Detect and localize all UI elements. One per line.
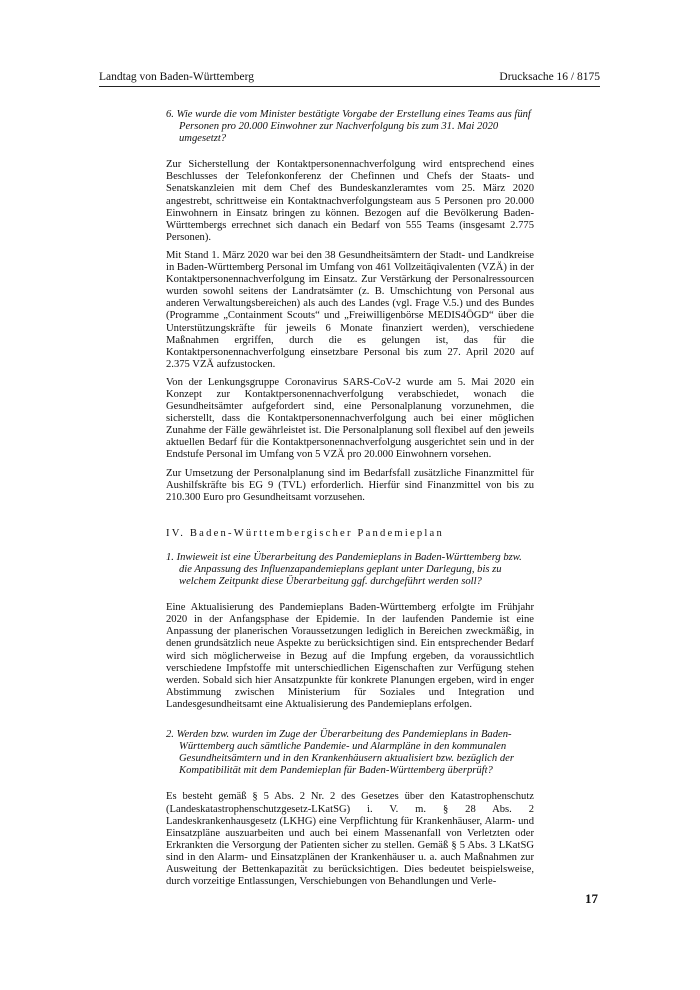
answer-6-paragraph-4: Zur Umsetzung der Personalplanung sind im Bedarfsfall zusätzliche Finanzmittel für Aushilfskräfte bis EG 9 (TVL) erforderlich. Hierfür sind Finanzmittel von bis zu 210.300 Euro pro Gesundheitsamt vorzusehen. [166, 467, 534, 503]
page-header [99, 70, 600, 87]
question-2: 2. Werden bzw. wurden im Zuge der Überarbeitung des Pandemieplans in Baden-Württemberg auch sämtliche Pandemie- und Alarmpläne in den kommunalen Gesundheitsämtern und in den Krankenhäusern aktualisiert bzw. bezüglich der Kompatibilität mit dem Pandemieplan für Baden-Württemberg überprüft? [166, 729, 514, 777]
answer-1: Eine Aktualisierung des Pandemieplans Baden-Württemberg erfolgte im Frühjahr 2020 in der Anfangsphase der Epidemie. In der laufenden Pandemie ist eine Anpassung der planerischen Voraussetzungen lediglich in Bereichen zweckmäßig, in denen grundsätzlich neue Aspekte zu berücksichtigen sind. Ein entsprechender Bedarf wird sich möglicherweise in Bezug auf die Impfung ergeben, da voraussichtlich verschiedene Impfstoffe mit unterschiedlichen Eigenschaften zur Verfügung stehen werden. Sobald sich hier Ansatzpunkte für konkrete Planungen ergeben, wird in enger Abstimmung zwischen Ministerium für Soziales und Integration und Landesgesundheitsamt eine Aktualisierung des Pandemieplans erfolgen. [166, 602, 534, 710]
page-number: 17 [585, 891, 598, 906]
header-title: Landtag von Baden-Württemberg [99, 71, 254, 83]
answer-6-paragraph-3: Von der Lenkungsgruppe Coronavirus SARS-CoV-2 wurde am 5. Mai 2020 ein Konzept zur Kontaktpersonennachverfolgung verabschiedet, wonach die Gesundheitsämter aufgefordert sind, eine Personalplanung vorzunehmen, die sicherstellt, dass die Kontaktpersonennachverfolgung auch bei einer möglichen Zunahme der Fälle gewährleistet ist. Die Personalplanung soll flexibel auf den jeweils aktuellen Bedarf für die Kontaktpersonennachverfolgung ausgerichtet sein und in der Endstufe Personal im Umfang von 5 VZÄ pro 20.000 Einwohnern vorsehen. [166, 376, 534, 461]
question-6: 6. Wie wurde die vom Minister bestätigte Vorgabe der Erstellung eines Teams aus fünf Personen pro 20.000 Einwohner zur Nachverfolgung bis zum 31. Mai 2020 umgesetzt? [166, 109, 531, 145]
section-heading: IV. Baden-Württembergischer Pandemieplan [166, 527, 444, 539]
spacer [166, 717, 534, 729]
page-content [166, 109, 534, 894]
question-1: 1. Inwieweit ist eine Überarbeitung des Pandemieplans in Baden-Württemberg bzw. die Anpassung des Influenzapandemieplans geplant unter Darlegung, bis zu welchem Zeitpunkt diese Überarbeitung ggf. durchgeführt werden soll? [166, 551, 522, 588]
header-document-number: Drucksache 16 / 8175 [499, 71, 600, 83]
answer-2: Es besteht gemäß § 5 Abs. 2 Nr. 2 des Gesetzes über den Katastrophenschutz (Landeskatastrophenschutzgesetz-LKatSG) i. V. m. § 28 Abs. 2 Landeskrankenhausgesetz (LKHG) eine Verpflichtung für Krankenhäuser, Alarm- und Einsatzpläne auszuarbeiten und auch bei einem Massenanfall von Verletzten oder Erkrankten die Versorgung der Patienten sicher zu stellen. Gemäß § 5 Abs. 3 LKatSG sind in den Alarm- und Einsatzplänen der Krankenhäuser u. a. auch Maßnahmen zur Ausweitung der Bettenkapazität zu berücksichtigen. Dies bedeutet beispielsweise, durch vorzeitige Entlassungen, Verschiebungen von Behandlungen und Verle- [166, 791, 534, 888]
answer-6-paragraph-1: Zur Sicherstellung der Kontaktpersonennachverfolgung wird entsprechend eines Beschlusses der Telefonkonferenz der Chefinnen und Chefs der Staats- und Senatskanzleien mit dem Chef des Bundeskanzleramtes vom 25. März 2020 angestrebt, schrittweise ein Kontaktnachverfolgungsteam aus 5 Personen pro 20.000 Einwohnern in Einsatz bringen zu können. Bezogen auf die Bevölkerung Baden-Württembergs errechnet sich danach ein Bedarf von 555 Teams (insgesamt 2.775 Personen). [166, 159, 534, 243]
answer-6-paragraph-2: Mit Stand 1. März 2020 war bei den 38 Gesundheitsämtern der Stadt- und Landkreise in Baden-Württemberg Personal im Umfang von 461 Vollzeitäqivalenten (VZÄ) in der Kontaktpersonennachverfolgung im Einsatz. Zur Verstärkung der Personalressourcen wurden sowohl seitens der Landratsämter (z. B. Umschichtung von Personal aus anderen Verwaltungsbereichen) als auch des Landes (vgl. Frage V.5.) und des Bundes (Programme „Containment Scouts“ und „Freiwilligenbörse MEDIS4ÖGD“ über die Unterstützungskräfte für jeweils 6 Monate finanziert werden), verschiedene Maßnahmen ergriffen, durch die es gelungen ist, das für die Kontaktpersonennachverfolgung einsetzbare Personal bis zum 27. April 2020 auf 2.375 VZÄ aufzustocken. [166, 249, 534, 370]
